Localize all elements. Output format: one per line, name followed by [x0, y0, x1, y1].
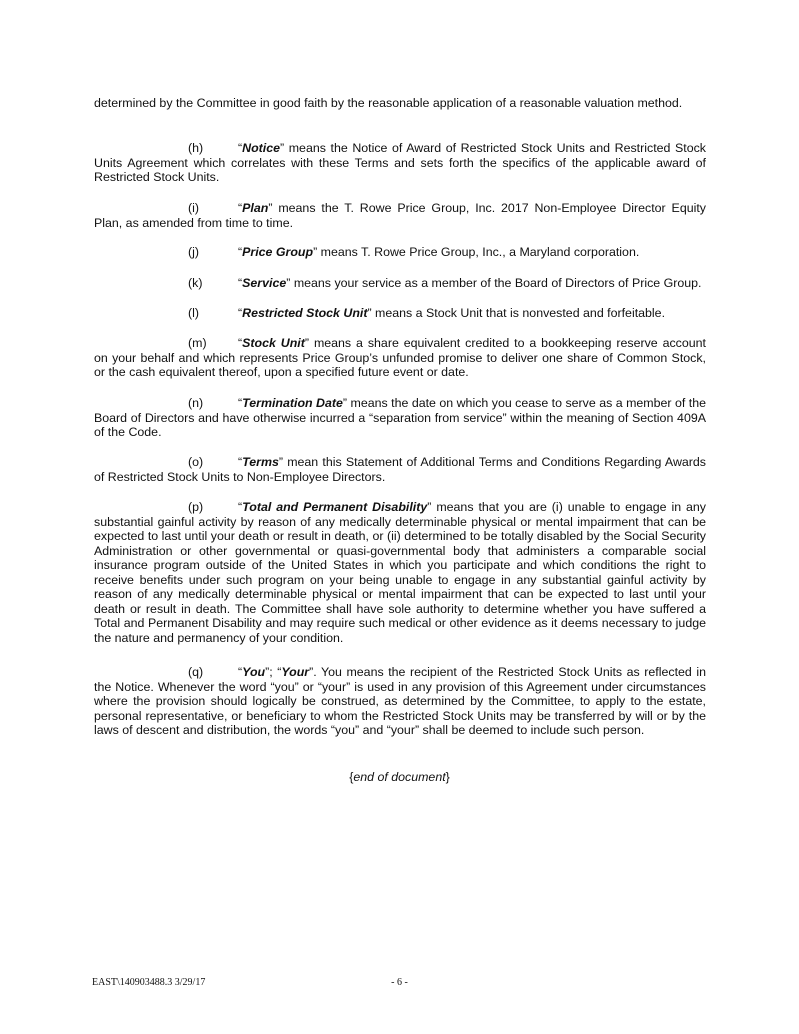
defined-term: Service	[242, 276, 287, 290]
defined-term: Your	[281, 665, 310, 679]
defined-term: Termination Date	[242, 396, 343, 410]
definition-k: (k) “Service” means your service as a member of the Board of Directors of Price Group.	[188, 276, 702, 290]
definition-o: (o) “Terms” mean this Statement of Additional Terms and Conditions Regarding Awards of Restricted Stock Units to Non-Employee Directors.	[94, 455, 706, 484]
definition-l: (l) “Restricted Stock Unit” means a Stock Unit that is nonvested and forfeitable.	[188, 306, 666, 320]
defined-term: You	[242, 665, 266, 679]
definition-text: means a Stock Unit that is nonvested and forfeitable.	[371, 306, 666, 320]
definition-text: means T. Rowe Price Group, Inc., a Maryland corporation.	[317, 245, 640, 259]
item-label: (q)	[188, 665, 204, 679]
definition-j: (j) “Price Group” means T. Rowe Price Group, Inc., a Maryland corporation.	[188, 245, 640, 259]
definition-text: mean this Statement of Additional Terms and Conditions Regarding Awards of Restricted Stock Units to Non-Employee Directors.	[94, 455, 706, 484]
definition-text: means the date on which you cease to serve as a member of the Board of Directors and have otherwise incurred a “separation from service” within the meaning of Section 409A of the Code.	[94, 396, 707, 439]
definition-text: means that you are (i) unable to engage in any substantial gainful activity by reason of any medically determinable physical or mental impairment that can be expected to last until your death or result in death, or (ii) determined to be totally disabled by the Social Security Administration or other governmental or quasi-governmental body that administers a comparable social insurance program outside of the United States in which you participate and which conditions the right to receive benefits under such program on your being unable to engage in any substantial gainful activity by reason of any medically determinable physical or mental impairment that can be expected to last until your death or result in death. The Committee shall have sole authority to determine whether you have suffered a Total and Permanent Disability and may require such medical or other evidence as it deems necessary to judge the nature and permanency of your condition.	[94, 500, 707, 645]
defined-term: Total and Permanent Disability	[242, 500, 428, 514]
item-label: (n)	[188, 396, 204, 410]
item-label: (m)	[188, 336, 207, 350]
definition-q: (q) “You”; “Your”. You means the recipient of the Restricted Stock Units as reflected in the Notice. Whenever the word “you” or “your” is used in any provision of this Agreement under circumstances where the provision should logically be construed, as determined by the Committee, to apply to the estate, personal representative, or beneficiary to whom the Restricted Stock Units may be transferred by will or by the laws of descent and distribution, the words “you” and “your” shall be deemed to include such person.	[94, 665, 706, 737]
definition-h: (h) “Notice” means the Notice of Award of Restricted Stock Units and Restricted Stock Units Agreement which correlates with these Terms and sets forth the specifics of the applicable award of Restricted Stock Units.	[94, 141, 706, 184]
definition-text: means the T. Rowe Price Group, Inc. 2017 Non-Employee Director Equity Plan, as amended from time to time.	[94, 201, 706, 230]
end-of-document: {end of document}	[349, 770, 450, 784]
defined-term: Restricted Stock Unit	[242, 306, 368, 320]
defined-term: Stock Unit	[242, 336, 305, 350]
continuation-paragraph: determined by the Committee in good faith by the reasonable application of a reasonable valuation method.	[94, 96, 683, 110]
definition-n: (n) “Termination Date” means the date on which you cease to serve as a member of the Board of Directors and have otherwise incurred a “separation from service” within the meaning of Section 409A of the Code.	[94, 396, 707, 439]
definition-text: means a share equivalent credited to a bookkeeping reserve account on your behalf and which represents Price Group’s unfunded promise to deliver one share of Common Stock, or the cash equivalent thereof, upon a specified future event or date.	[94, 336, 706, 379]
item-label: (i)	[188, 201, 200, 215]
definition-m: (m) “Stock Unit” means a share equivalent credited to a bookkeeping reserve account on your behalf and which represents Price Group’s unfunded promise to deliver one share of Common Stock, or the cash equivalent thereof, upon a specified future event or date.	[94, 336, 706, 379]
item-label: (k)	[188, 276, 203, 290]
item-label: (o)	[188, 455, 204, 469]
footer-page-number: - 6 -	[391, 977, 408, 988]
defined-term: Terms	[242, 455, 279, 469]
defined-term: Notice	[242, 141, 281, 155]
item-label: (j)	[188, 245, 200, 259]
definition-text: means your service as a member of the Board of Directors of Price Group.	[290, 276, 702, 290]
item-label: (h)	[188, 141, 204, 155]
definition-i: (i) “Plan” means the T. Rowe Price Group, Inc. 2017 Non-Employee Director Equity Plan, as amended from time to time.	[94, 201, 706, 230]
footer-document-id: EAST\140903488.3 3/29/17	[92, 977, 206, 988]
item-label: (l)	[188, 306, 200, 320]
defined-term: Plan	[242, 201, 269, 215]
defined-term: Price Group	[242, 245, 314, 259]
item-label: (p)	[188, 500, 204, 514]
definition-text: ”. You means the recipient of the Restricted Stock Units as reflected in the Notice. Whenever the word “you” or “your” is used in any provision of this Agreement under circumstances where the provision should logically be construed, as determined by the Committee, to apply to the estate, personal representative, or beneficiary to whom the Restricted Stock Units may be transferred by will or by the laws of descent and distribution, the words “you” and “your” shall be deemed to include such person.	[94, 665, 706, 737]
definition-p: (p) “Total and Permanent Disability” means that you are (i) unable to engage in any substantial gainful activity by reason of any medically determinable physical or mental impairment that can be expected to last until your death or result in death, or (ii) determined to be totally disabled by the Social Security Administration or other governmental or quasi-governmental body that administers a comparable social insurance program outside of the United States in which you participate and which conditions the right to receive benefits under such program on your being unable to engage in any substantial gainful activity by reason of any medically determinable physical or mental impairment that can be expected to last until your death or result in death. The Committee shall have sole authority to determine whether you have suffered a Total and Permanent Disability and may require such medical or other evidence as it deems necessary to judge the nature and permanency of your condition.	[94, 500, 707, 645]
definition-text: means the Notice of Award of Restricted Stock Units and Restricted Stock Units Agreement which correlates with these Terms and sets forth the specifics of the applicable award of Restricted Stock Units.	[94, 141, 706, 184]
